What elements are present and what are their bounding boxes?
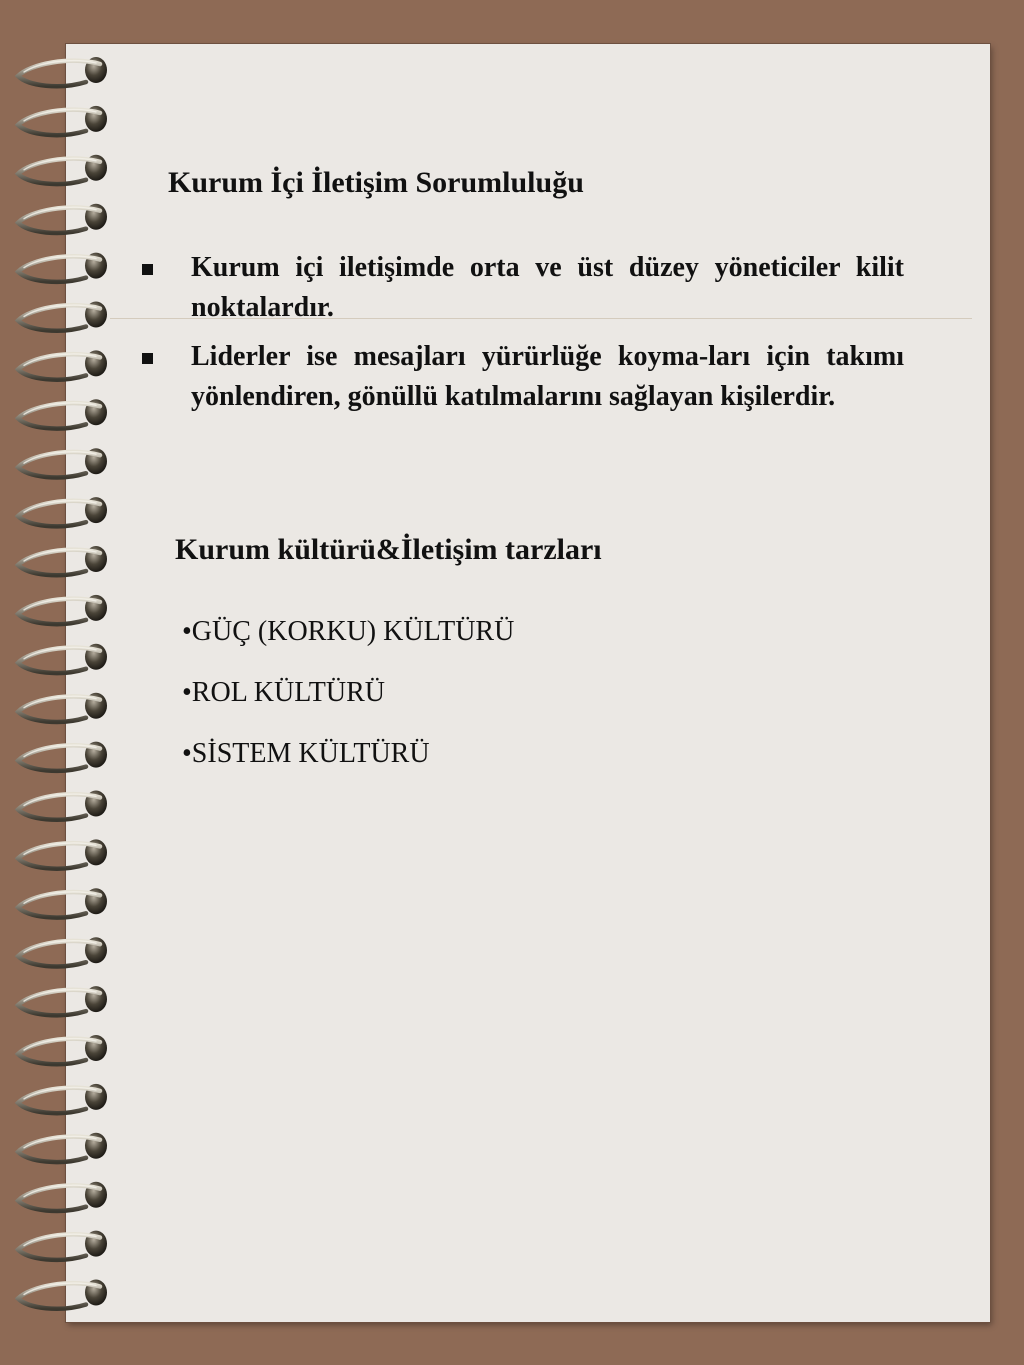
culture-item-power: •GÜÇ (KORKU) KÜLTÜRÜ (182, 616, 515, 647)
section-title-culture-styles: Kurum kültürü&İletişim tarzları (175, 533, 602, 566)
spiral-ring (18, 839, 107, 868)
spiral-ring (18, 1280, 107, 1309)
spiral-ring (18, 693, 107, 722)
bullet-text: Kurum içi iletişimde orta ve üst düzey yöneticiler kilit noktalardır. (191, 252, 904, 323)
spiral-ring (18, 888, 107, 917)
spiral-ring (18, 155, 107, 184)
spiral-ring (18, 1231, 107, 1260)
bullet-text: Liderler ise mesajları yürürlüğe koyma-ları için takımı yönlendiren, gönüllü katılmalarını sağlayan kişilerdir. (191, 341, 904, 412)
spiral-ring (18, 1035, 107, 1064)
culture-type-list (182, 612, 514, 795)
spiral-ring (18, 742, 107, 771)
spiral-ring (18, 546, 107, 575)
culture-item-role: •ROL KÜLTÜRÜ (182, 677, 385, 708)
spiral-ring (18, 595, 107, 624)
culture-item-system: •SİSTEM KÜLTÜRÜ (182, 738, 430, 769)
section-title-communication-responsibility: Kurum İçi İletişim Sorumluluğu (168, 166, 584, 199)
spiral-ring (18, 986, 107, 1015)
spiral-ring (18, 106, 107, 135)
spiral-ring (18, 204, 107, 233)
spiral-ring (18, 644, 107, 673)
bullet-item-leaders (140, 337, 904, 417)
spiral-ring (18, 57, 107, 86)
spiral-ring (18, 1182, 107, 1211)
bullet-item-managers (140, 248, 904, 328)
spiral-ring (18, 399, 107, 428)
spiral-ring (18, 791, 107, 820)
spiral-ring (18, 302, 107, 331)
spiral-ring (18, 350, 107, 379)
spiral-ring (18, 448, 107, 477)
spiral-ring (18, 497, 107, 526)
spiral-ring (18, 937, 107, 966)
spiral-ring (18, 253, 107, 282)
spiral-ring (18, 1084, 107, 1113)
spiral-binding (0, 0, 130, 1365)
spiral-ring (18, 1133, 107, 1162)
responsibility-bullet-list (140, 248, 904, 426)
square-bullet-icon (142, 353, 153, 364)
square-bullet-icon (142, 264, 153, 275)
